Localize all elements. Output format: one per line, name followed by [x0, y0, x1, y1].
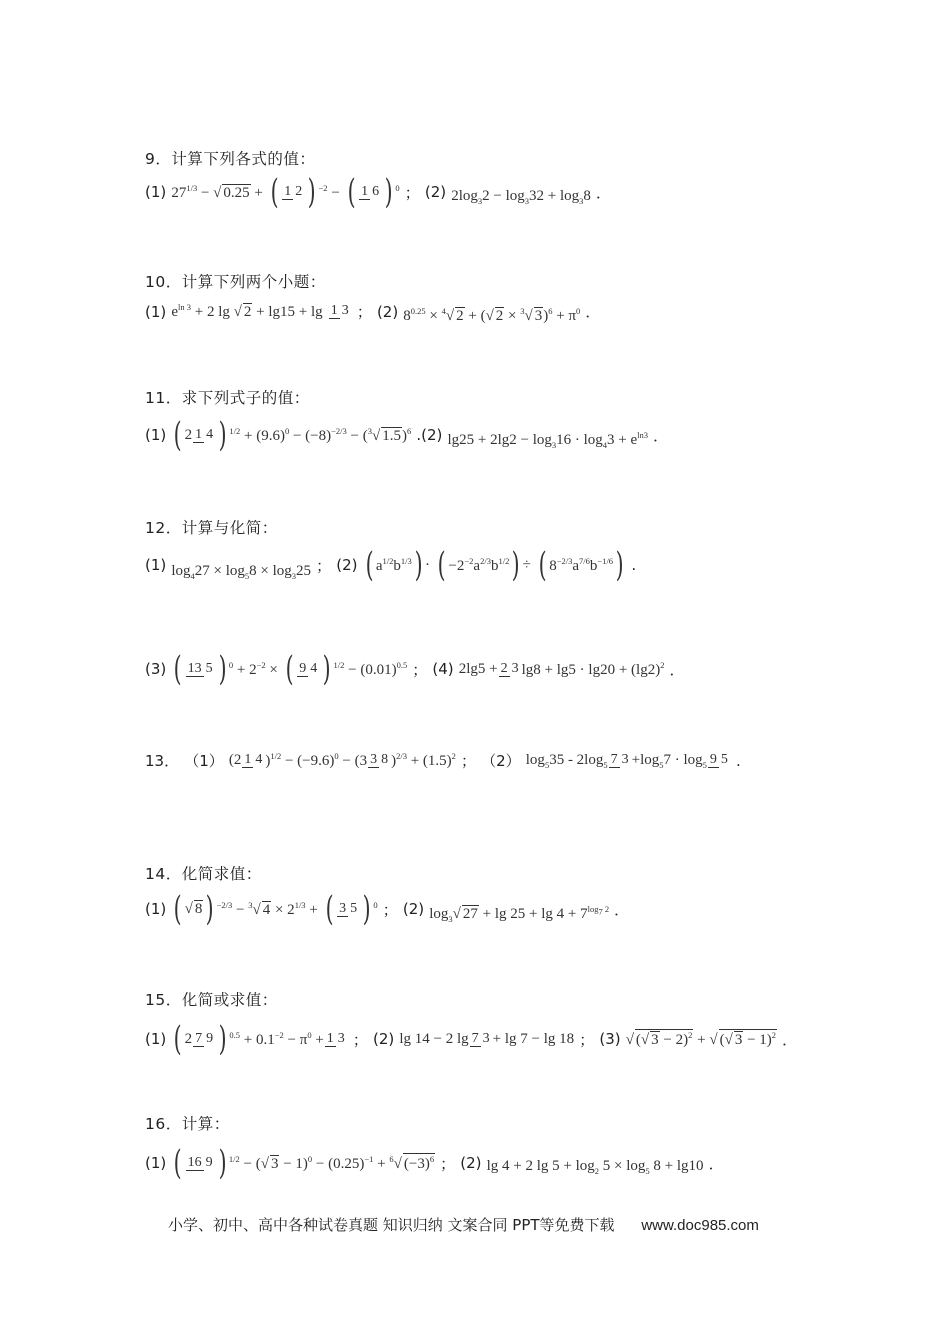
problem-15-heading: 15．化简或求值：: [145, 991, 278, 1009]
problem-15-expression: (1) ( 2 7 9 ) $^{0.5} + 0.1^{-2} - \pi^0 +1$ 3 ； (2) lg 14 − 2 lg 7 3 + lg 7 − lg 18 ； (3) √ (√ 3 − 2)$^2$ + √ (√ 3 − 1)$^2$ ．: [145, 1019, 798, 1059]
footer-url[interactable]: www.doc985.com: [641, 1217, 759, 1234]
footer: [168, 1214, 759, 1235]
problem-12-expression-b: (3) ( 13 5 ) $^0 + 2^{-2}$ × ( 9 4 ) $^{1/2} - (0.01)^{0.5}$ ； (4) 2lg5 +2 3 $\lg 8 + \lg 5 \cdot \lg 20 + (\lg 2)^2$ ．: [145, 649, 685, 689]
problem-13-heading: 13．: [145, 752, 180, 770]
problem-14-expression: (1) ( √ 8 ) $^{-2/3}$ − $^3$√ $4 \times 2^{1/3}$ + ( 3 5 ) $^0$ ； (2) $\log_3√$ $27 + \lg 25 + \lg 4 + 7^{log_7 2}$ ．: [145, 889, 630, 929]
problem-16-expression: (1) ( 16 9 ) $^{1/2}$ − (√ $3 - 1)^0 - (0.25)^{-1} + ^6√$ $(-3)^6$ ； (2) lg 4 + 2 $\lg 5 + \log_2 5 \times \log_5 8 + \lg 10$ ．: [145, 1143, 724, 1183]
problem-13-expression: 13． （1） (2 1 4 )$^{1/2} - (-9.6)^0 - (3$ 3 8 )$^{2/3} + (1.5)^2$ ； （2） $\log_535 - 2\log_5$ 7 $3 +\log_57 \cdot \log_5 9$ 5 .: [145, 751, 741, 770]
problem-12-heading: 12．计算与化简：: [145, 519, 278, 537]
problem-10-heading: 10．计算下列两个小题：: [145, 273, 326, 291]
problem-9-expression: (1) $27^{1/3}$ − √ 0.25 + ( 1 2 ) $^{-2}$ − ( 1 6 ) $^0$ ； (2) $2\log_32 - \log_332 + \log_38$ ．: [145, 172, 612, 212]
problem-12-expression-a: (1) $\log_427 \times \log_58 \times \log_325$ ； (2) ( $a^{1/2}b^{1/3}$) · ( $-2^{-2}a^{2/3}b^{1/2}$) ÷ ( $8^{-2/3}a^{7/6}b^{-1/6}$) .: [145, 545, 637, 585]
problem-11-expression: (1) ( 2 1 4 ) $^{1/2} + (9.6)^0 - (-8)^{-2/3} - (^3√$ 1.5)$^6$ .(2) $\lg 25 + 2\lg 2 - \log_316 \cdot \log_43 + e^{ln3}$ ．: [145, 415, 669, 455]
problem-9-heading: 9．计算下列各式的值：: [145, 150, 316, 168]
problem-10-expression: (1) $e^{ln 3} + 2$ lg √ 2 + lg15 + lg 1 3 ； (2) $8^{0.25} \times ^4√$ 2 + (√ 2 × $^3$√ $3)^6 + \pi^0$ ．: [145, 302, 601, 324]
part-label: (2): [424, 183, 447, 201]
problem-11-heading: 11．求下列式子的值：: [145, 389, 310, 407]
footer-text: 小学、初中、高中各种试卷真题 知识归纳 文案合同 PPT等免费下载: [168, 1216, 615, 1234]
problem-14-heading: 14．化简求值：: [145, 865, 262, 883]
part-label: (1): [145, 183, 167, 201]
problem-16-heading: 16．计算：: [145, 1115, 230, 1133]
